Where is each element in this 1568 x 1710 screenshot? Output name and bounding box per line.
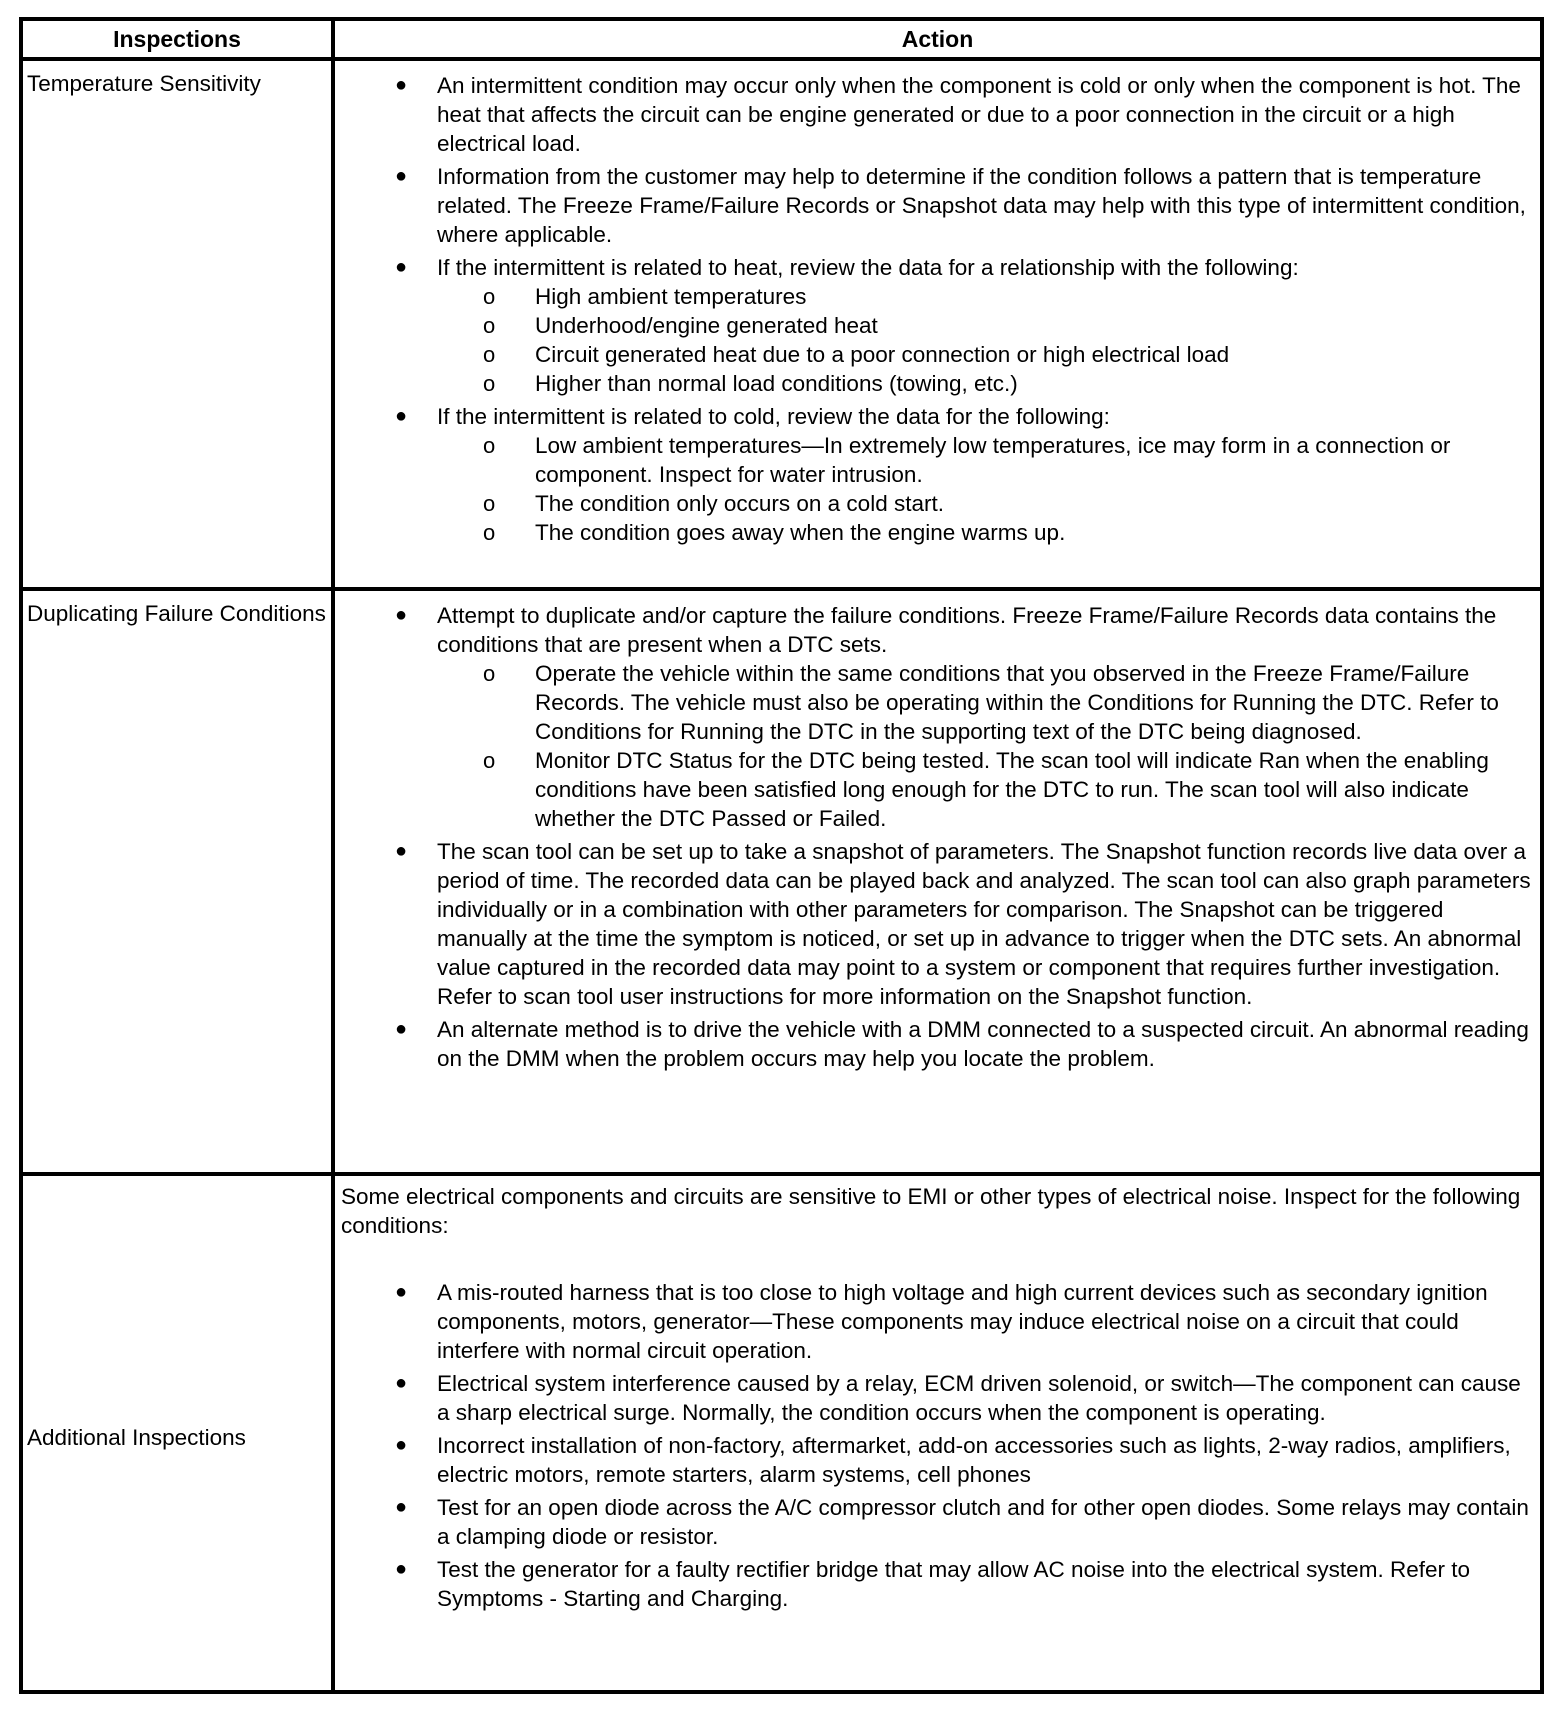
sub-list-item: [435, 746, 1534, 833]
sub-list-item: [435, 518, 1534, 547]
list-item: [335, 402, 1534, 547]
bullet-text: An intermittent condition may occur only when the component is cold or only when the component is hot. The heat that affects the circuit can be engine generated or due to a poor connection in the circuit or a high electrical load.: [437, 73, 1521, 156]
table-row: [21, 59, 1542, 589]
list-item: [335, 1493, 1534, 1551]
action-cell: [333, 59, 1542, 589]
sub-bullet-icon: o: [483, 371, 496, 396]
bullet-icon: ●: [394, 74, 408, 96]
list-item: [335, 1369, 1534, 1427]
sub-bullet-icon: o: [483, 520, 496, 545]
bullet-icon: ●: [394, 1018, 408, 1040]
sub-bullet-text: The condition goes away when the engine warms up.: [535, 520, 1066, 545]
bullet-text: Test the generator for a faulty rectifier bridge that may allow AC noise into the electrical system. Refer to Symptoms - Starting and Charging.: [437, 1557, 1470, 1611]
list-item: [335, 71, 1534, 158]
sub-bullet-icon: o: [483, 491, 496, 516]
sub-list: [437, 431, 1534, 547]
sub-list: [437, 282, 1534, 398]
sub-bullet-icon: o: [483, 342, 496, 367]
table-row: [21, 1174, 1542, 1692]
sub-list: [437, 659, 1534, 833]
bullet-list: [335, 1278, 1534, 1613]
list-item: [335, 1431, 1534, 1489]
list-item: [335, 1555, 1534, 1613]
bullet-text: Electrical system interference caused by a relay, ECM driven solenoid, or switch—The component can cause a sharp electrical surge. Normally, the condition occurs when the component is operating.: [437, 1371, 1521, 1425]
list-item: [335, 1015, 1534, 1073]
sub-bullet-text: Monitor DTC Status for the DTC being tested. The scan tool will indicate Ran when the enabling conditions have been satisfied long enough for the DTC to run. The scan tool will also indicate whether the DTC Passed or Failed.: [535, 748, 1489, 831]
sub-bullet-icon: o: [483, 313, 496, 338]
bullet-icon: ●: [394, 256, 408, 278]
bullet-icon: ●: [394, 165, 408, 187]
bullet-text: Incorrect installation of non-factory, aftermarket, add-on accessories such as lights, 2-way radios, amplifiers, electric motors, remote starters, alarm systems, cell phones: [437, 1433, 1511, 1487]
action-cell: [333, 589, 1542, 1174]
inspection-label: Additional Inspections: [27, 1424, 246, 1450]
bullet-text: Information from the customer may help to determine if the condition follows a pattern that is temperature related. The Freeze Frame/Failure Records or Snapshot data may help with this type of intermittent condition, where applicable.: [437, 164, 1526, 247]
sub-bullet-icon: o: [483, 284, 496, 309]
sub-list-item: [435, 282, 1534, 311]
list-item: [335, 601, 1534, 833]
bullet-icon: ●: [394, 1496, 408, 1518]
sub-bullet-text: Low ambient temperatures—In extremely low temperatures, ice may form in a connection or component. Inspect for water intrusion.: [535, 433, 1451, 487]
list-item: [335, 253, 1534, 398]
table-header-row: [21, 19, 1542, 59]
bullet-text: The scan tool can be set up to take a snapshot of parameters. The Snapshot function records live data over a period of time. The recorded data can be played back and analyzed. The scan tool can also graph parameters individually or in a combination with other parameters for comparison. The Snapshot can be triggered manually at the time the symptom is noticed, or set up in advance to trigger when the DTC sets. An abnormal value captured in the recorded data may point to a system or component that requires further investigation. Refer to scan tool user instructions for more information on the Snapshot function.: [437, 839, 1531, 1009]
sub-list-item: [435, 340, 1534, 369]
sub-list-item: [435, 311, 1534, 340]
bullet-text: Test for an open diode across the A/C compressor clutch and for other open diodes. Some relays may contain a clamping diode or resistor.: [437, 1495, 1529, 1549]
list-item: [335, 1278, 1534, 1365]
sub-bullet-icon: o: [483, 433, 496, 458]
action-cell: [333, 1174, 1542, 1692]
bullet-icon: ●: [394, 1434, 408, 1456]
bullet-text: A mis-routed harness that is too close to high voltage and high current devices such as secondary ignition components, motors, generator—These components may induce electrical noise on a circuit that could interfere with normal circuit operation.: [437, 1280, 1488, 1363]
sub-bullet-text: The condition only occurs on a cold start.: [535, 491, 944, 516]
bullet-icon: ●: [394, 604, 408, 626]
sub-list-item: [435, 369, 1534, 398]
bullet-list: [335, 601, 1534, 1073]
sub-list-item: [435, 431, 1534, 489]
bullet-icon: ●: [394, 1558, 408, 1580]
list-item: [335, 837, 1534, 1011]
sub-bullet-icon: o: [483, 661, 496, 686]
inspection-label-cell: [21, 1174, 333, 1692]
bullet-text: If the intermittent is related to heat, review the data for a relationship with the following:: [437, 255, 1299, 280]
sub-bullet-text: High ambient temperatures: [535, 284, 807, 309]
sub-bullet-text: Underhood/engine generated heat: [535, 313, 878, 338]
bullet-icon: ●: [394, 1281, 408, 1303]
column-header-action: Action: [333, 19, 1542, 59]
bullet-list: [335, 71, 1534, 547]
bullet-text: Attempt to duplicate and/or capture the failure conditions. Freeze Frame/Failure Records data contains the conditions that are present when a DTC sets.: [437, 603, 1497, 657]
inspection-label: Temperature Sensitivity: [27, 71, 261, 96]
list-item: [335, 162, 1534, 249]
inspection-label-cell: [21, 59, 333, 589]
column-header-inspections: Inspections: [21, 19, 333, 59]
inspection-label-cell: [21, 589, 333, 1174]
inspection-label: Duplicating Failure Conditions: [27, 601, 326, 626]
sub-bullet-text: Operate the vehicle within the same conditions that you observed in the Freeze Frame/Failure Records. The vehicle must also be operating within the Conditions for Running the DTC. Refer to Conditions for Running the DTC in the supporting text of the DTC being diagnosed.: [535, 661, 1499, 744]
bullet-text: An alternate method is to drive the vehicle with a DMM connected to a suspected circuit. An abnormal reading on the DMM when the problem occurs may help you locate the problem.: [437, 1017, 1529, 1071]
sub-bullet-text: Circuit generated heat due to a poor connection or high electrical load: [535, 342, 1230, 367]
bullet-icon: ●: [394, 1372, 408, 1394]
bullet-text: If the intermittent is related to cold, review the data for the following:: [437, 404, 1110, 429]
table-row: [21, 589, 1542, 1174]
bullet-icon: ●: [394, 405, 408, 427]
sub-bullet-icon: o: [483, 748, 496, 773]
sub-bullet-text: Higher than normal load conditions (towing, etc.): [535, 371, 1018, 396]
bullet-icon: ●: [394, 840, 408, 862]
sub-list-item: [435, 659, 1534, 746]
sub-list-item: [435, 489, 1534, 518]
intro-text: Some electrical components and circuits are sensitive to EMI or other types of electrical noise. Inspect for the following conditions:: [341, 1184, 1521, 1238]
inspection-table: [19, 17, 1544, 1694]
